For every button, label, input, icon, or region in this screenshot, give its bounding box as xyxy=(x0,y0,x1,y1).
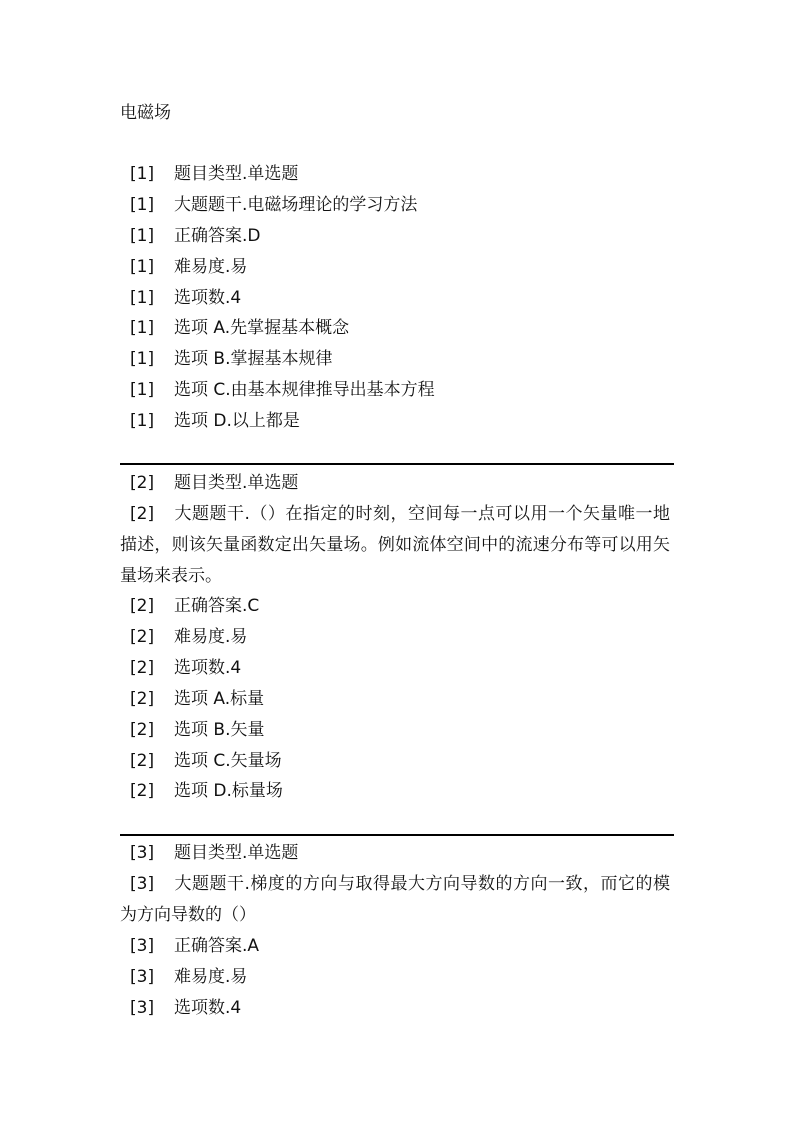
q3-type-line xyxy=(130,841,675,865)
q3-difficulty: 难易度.易 xyxy=(174,967,248,987)
q2-difficulty-line xyxy=(130,625,675,649)
q2-option-b-line xyxy=(130,718,675,742)
q1-index: [1] xyxy=(130,164,155,184)
q1-difficulty-line xyxy=(130,255,675,279)
q1-answer-line xyxy=(130,224,675,248)
q2-index: [2] xyxy=(130,473,155,493)
q2-option-a: 选项 A.标量 xyxy=(174,689,265,709)
q1-option-a: 选项 A.先掌握基本概念 xyxy=(174,318,350,338)
q1-index: [1] xyxy=(130,257,155,277)
q2-option-d: 选项 D.标量场 xyxy=(174,781,283,801)
q3-index: [3] xyxy=(130,843,155,863)
q2-stem-paragraph xyxy=(120,499,670,592)
q2-option-c: 选项 C.矢量场 xyxy=(174,751,282,771)
q1-option-c-line xyxy=(130,378,675,402)
q2-option-count: 选项数.4 xyxy=(174,658,242,678)
q2-index: [2] xyxy=(130,627,155,647)
q1-index: [1] xyxy=(130,195,155,215)
q2-option-c-line xyxy=(130,749,675,773)
q1-difficulty: 难易度.易 xyxy=(174,257,248,277)
q3-answer: 正确答案.A xyxy=(174,936,260,956)
q1-option-b: 选项 B.掌握基本规律 xyxy=(174,349,333,369)
q1-type-line xyxy=(130,162,675,186)
q3-index: [3] xyxy=(130,936,155,956)
q1-index: [1] xyxy=(130,226,155,246)
q2-index: [2] xyxy=(130,720,155,740)
q1-index: [1] xyxy=(130,380,155,400)
q2-option-b: 选项 B.矢量 xyxy=(174,720,265,740)
q2-option-d-line xyxy=(130,779,675,803)
q2-option-a-line xyxy=(130,687,675,711)
q1-option-d-line xyxy=(130,409,675,433)
q3-count-line xyxy=(130,996,675,1020)
q3-index: [3] xyxy=(130,967,155,987)
q2-index: [2] xyxy=(130,751,155,771)
q1-index: [1] xyxy=(130,318,155,338)
q2-count-line xyxy=(130,656,675,680)
q2-type: 题目类型.单选题 xyxy=(174,473,299,493)
q2-difficulty: 难易度.易 xyxy=(174,627,248,647)
q2-type-line xyxy=(130,471,675,495)
q3-stem: 大题题干.梯度的方向与取得最大方向导数的方向一致，而它的模为方向导数的（） xyxy=(120,874,670,925)
q2-index: [2] xyxy=(130,504,155,524)
q2-index: [2] xyxy=(130,658,155,678)
q1-stem-line xyxy=(130,193,675,217)
q2-stem: 大题题干.（）在指定的时刻，空间每一点可以用一个矢量唯一地描述，则该矢量函数定出矢量场。例如流体空间中的流速分布等可以用矢量场来表示。 xyxy=(120,504,670,586)
q1-index: [1] xyxy=(130,349,155,369)
q1-option-d: 选项 D.以上都是 xyxy=(174,411,300,431)
q1-index: [1] xyxy=(130,411,155,431)
q1-option-c: 选项 C.由基本规律推导出基本方程 xyxy=(174,380,435,400)
q1-index: [1] xyxy=(130,288,155,308)
q3-index: [3] xyxy=(130,874,155,894)
q3-type: 题目类型.单选题 xyxy=(174,843,299,863)
q2-index: [2] xyxy=(130,781,155,801)
q1-stem: 大题题干.电磁场理论的学习方法 xyxy=(174,195,418,215)
q1-count-line xyxy=(130,286,675,310)
q1-type: 题目类型.单选题 xyxy=(174,164,299,184)
q1-option-a-line xyxy=(130,316,675,340)
question-divider xyxy=(120,834,674,836)
q2-index: [2] xyxy=(130,596,155,616)
document-title: 电磁场 xyxy=(120,103,171,123)
q3-difficulty-line xyxy=(130,965,675,989)
q2-answer-line xyxy=(130,594,675,618)
q2-index: [2] xyxy=(130,689,155,709)
q2-answer: 正确答案.C xyxy=(174,596,260,616)
question-divider xyxy=(120,463,674,465)
q3-stem-paragraph xyxy=(120,869,670,931)
q1-answer: 正确答案.D xyxy=(174,226,261,246)
q3-answer-line xyxy=(130,934,675,958)
q1-option-b-line xyxy=(130,347,675,371)
q3-index: [3] xyxy=(130,998,155,1018)
q1-option-count: 选项数.4 xyxy=(174,288,242,308)
q3-option-count: 选项数.4 xyxy=(174,998,242,1018)
